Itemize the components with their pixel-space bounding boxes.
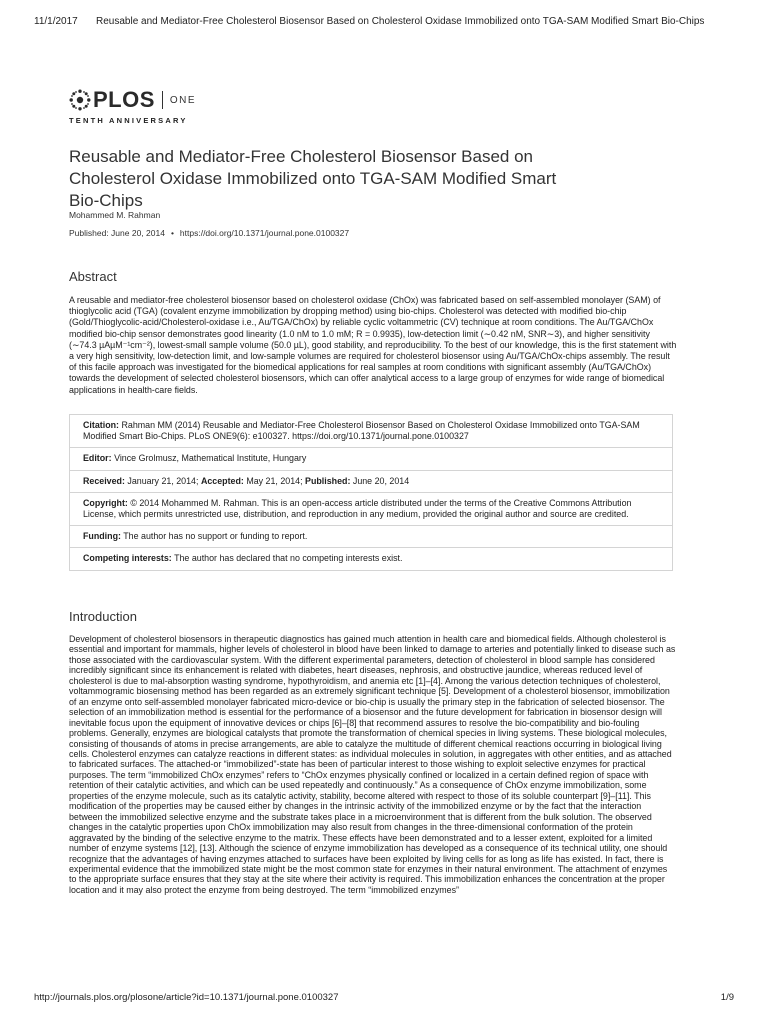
copyright-label: Copyright: xyxy=(83,497,128,508)
accepted-date: May 21, 2014; xyxy=(246,475,303,486)
bullet-separator: • xyxy=(170,228,174,238)
page-number: 1/9 xyxy=(720,992,734,1003)
print-header xyxy=(34,16,734,27)
abstract-heading: Abstract xyxy=(69,269,117,284)
article-title: Reusable and Mediator-Free Cholesterol Biosensor Based on Cholesterol Oxidase Immobilized onto TGA-SAM Modified Smart Bio-Chips xyxy=(69,147,557,210)
citation-row xyxy=(70,415,672,447)
print-footer xyxy=(34,992,734,1003)
dates-row xyxy=(70,470,672,492)
competing-interests-label: Competing interests: xyxy=(83,553,172,564)
introduction-text: Development of cholesterol biosensors in therapeutic diagnostics has gained much attention in health care and biomedical fields. Although cholesterol is essential and important for mammals, higher levels of cholesterol in blood have been linked to damage to arteries and potentially linked to disease such as those associated with the cardiovascular system. With the different experimental parameters, detection of cholesterol in blood sample has considered incredibly significant since its enhancement is related with diabetes, heart diseases, nephrosis, and obstructive jaundice, whereas reduced level of cholesterol is due to mal-absorption wasting syndrome, hypothyroidism, and anemia etc [1]–[4]. Among the various detection techniques of cholesterol, voltammogramic biosensing method has been regarded as an extremely significant technique [5]. Development of a cholesterol biosensor, immobilization of an enzyme onto self-assembled monolayer fabricated micro-device or bio-chip is usually the primary step in the fabrication of selected biosensor. The selection of an immobilization method is essential for the performance of a biosensor and the future development for fabrication in biosensor design will inevitable focus upon the equipment of innovative devices or chips [6]–[8] that recommend assures to resolve the bio-compatibility and bio-fouling problems. Generally, enzymes are biological catalysts that promote the transformation of chemical species in living systems. These biological molecules, consisting of thousands of atoms in precise arrangements, are able to catalyze the multitude of different chemical reactions occurring in biological living cells. Cholesterol enzymes can catalyze reactions in different states: as individual molecules in solution, in aggregates with other entities, and as attached to fabricated surfaces. The attached-or “immobilized”-state has been of particular interest to those wishing to exploit selective enzymes for practical purposes. The term “immobilized ChOx enzymes” refers to “ChOx enzymes physically confined or localized in a certain defined region of space with retention of their catalytic activities, and which can be used repeatedly and continuously.” As a consequence of ChOx enzyme immobilization, some properties of the enzyme molecule, such as its catalytic activity, stability, become altered with respect to those of its soluble counterpart [9]–[11]. This modification of the properties may be caused either by changes in the intrinsic activity of the immobilized enzyme or by the fact that the interaction between the immobilized selective enzyme and the substrate takes place in a microenvironment that is different from the bulk solution. The observed changes in the catalytic properties upon ChOx immobilization may also result from changes in the three-dimensional conformation of the protein aggravated by the binding of the selective enzyme to the matrix. These effects have been demonstrated and to a lesser extent, exploited for a limited number of enzyme systems [12], [13]. Although the science of enzyme immobilization has developed as a consequence of its technical utility, one should recognize that the advantages of having enzymes attached to surfaces have been exploited by living cells for as long as life has existed. In fact, there is experimental evidence that the immobilized state might be the most common state for enzymes in their natural environment. The attachment of enzymes to the appropriate surface ensures that they stay at the site where their activity is required. This immobilization enhances the concentration at the proper location and it may also protect the enzyme from being destroyed. The term “immobilized enzymes” xyxy=(69,634,676,895)
print-title: Reusable and Mediator-Free Cholesterol Biosensor Based on Cholesterol Oxidase Immobilized onto TGA-SAM Modified Smart Bio-Chips xyxy=(96,16,705,27)
published-date: Published: June 20, 2014 xyxy=(69,228,165,238)
competing-interests-text: The author has declared that no competing interests exist. xyxy=(174,553,403,564)
received-date: January 21, 2014; xyxy=(127,475,199,486)
published-date-meta: June 20, 2014 xyxy=(352,475,410,486)
logo-tagline: TENTH ANNIVERSARY xyxy=(69,116,188,125)
logo-plos-text: PLOS xyxy=(93,87,155,112)
copyright-row xyxy=(70,492,672,525)
accepted-label: Accepted: xyxy=(200,475,244,486)
logo-journal-text: ONE xyxy=(169,94,197,106)
publication-line xyxy=(69,228,349,238)
footer-url: http://journals.plos.org/plosone/article?id=10.1371/journal.pone.0100327 xyxy=(34,992,339,1003)
copyright-text: © 2014 Mohammed M. Rahman. This is an open-access article distributed under the terms of the Creative Commons Attribution License, which permits unrestricted use, distribution, and reproduction in any medium, provided the original author and source are credited. xyxy=(83,497,632,520)
logo-divider xyxy=(162,91,163,109)
published-label: Published: xyxy=(305,475,351,486)
competing-interests-row xyxy=(70,547,672,569)
funding-label: Funding: xyxy=(83,531,121,542)
article-metadata-box xyxy=(69,414,673,571)
citation-label: Citation: xyxy=(83,420,119,430)
plos-one-logo[interactable] xyxy=(69,88,196,125)
author-link[interactable]: Mohammed M. Rahman xyxy=(69,210,161,220)
citation-text: Rahman MM (2014) Reusable and Mediator-Free Cholesterol Biosensor Based on Cholesterol Oxidase Immobilized onto TGA-SAM Modified Smart Bio-Chips. PLoS ONE9(6): e100327. https://doi.org/10.1371/journal.pone.0100327 xyxy=(83,420,640,442)
editor-text: Vince Grolmusz, Mathematical Institute, Hungary xyxy=(114,453,307,464)
funding-text: The author has no support or funding to report. xyxy=(123,531,308,542)
editor-row xyxy=(70,447,672,469)
plos-sunburst-icon xyxy=(69,89,91,111)
print-date: 11/1/2017 xyxy=(34,16,78,27)
editor-label: Editor: xyxy=(83,453,112,464)
received-label: Received: xyxy=(83,475,125,486)
funding-row xyxy=(70,525,672,547)
introduction-heading: Introduction xyxy=(69,609,137,624)
doi-link[interactable]: https://doi.org/10.1371/journal.pone.0100327 xyxy=(179,228,350,238)
abstract-text: A reusable and mediator-free cholesterol biosensor based on cholesterol oxidase (ChOx) was fabricated based on self-assembled monolayer (SAM) of thioglycolic acid (TGA) (covalent enzyme immobilization by dropping method) using bio-chips. Cholesterol was detected with modified bio-chip (Gold/Thioglycolic-acid/Cholesterol-oxidase i.e., Au/TGA/ChOx) by reliable cyclic voltammetric (CV) technique at room conditions. The Au/TGA/ChOx modified bio-chip sensor demonstrates good linearity (1.0 nM to 1.0 mM; R = 0.9935), low-detection limit (∼0.42 nM, SNR∼3), and higher sensitivity (∼74.3 µAµM⁻¹cm⁻²), lowest-small sample volume (50.0 µL), good stability, and reproducibility. To the best of our knowledge, this is the first statement with a very high sensitivity, low-detection limit, and low-sample volumes are required for cholesterol biosensor using Au/TGA/ChOx-chips assembly. The result of this facile approach was investigated for the biomedical applications for real samples at room conditions with significant assembly (Au/TGA/ChOx) towards the development of selected cholesterol biosensors, which can offer analytical access to a large group of enzymes for wide range of biomedical applications in health-care fields. xyxy=(69,295,677,395)
